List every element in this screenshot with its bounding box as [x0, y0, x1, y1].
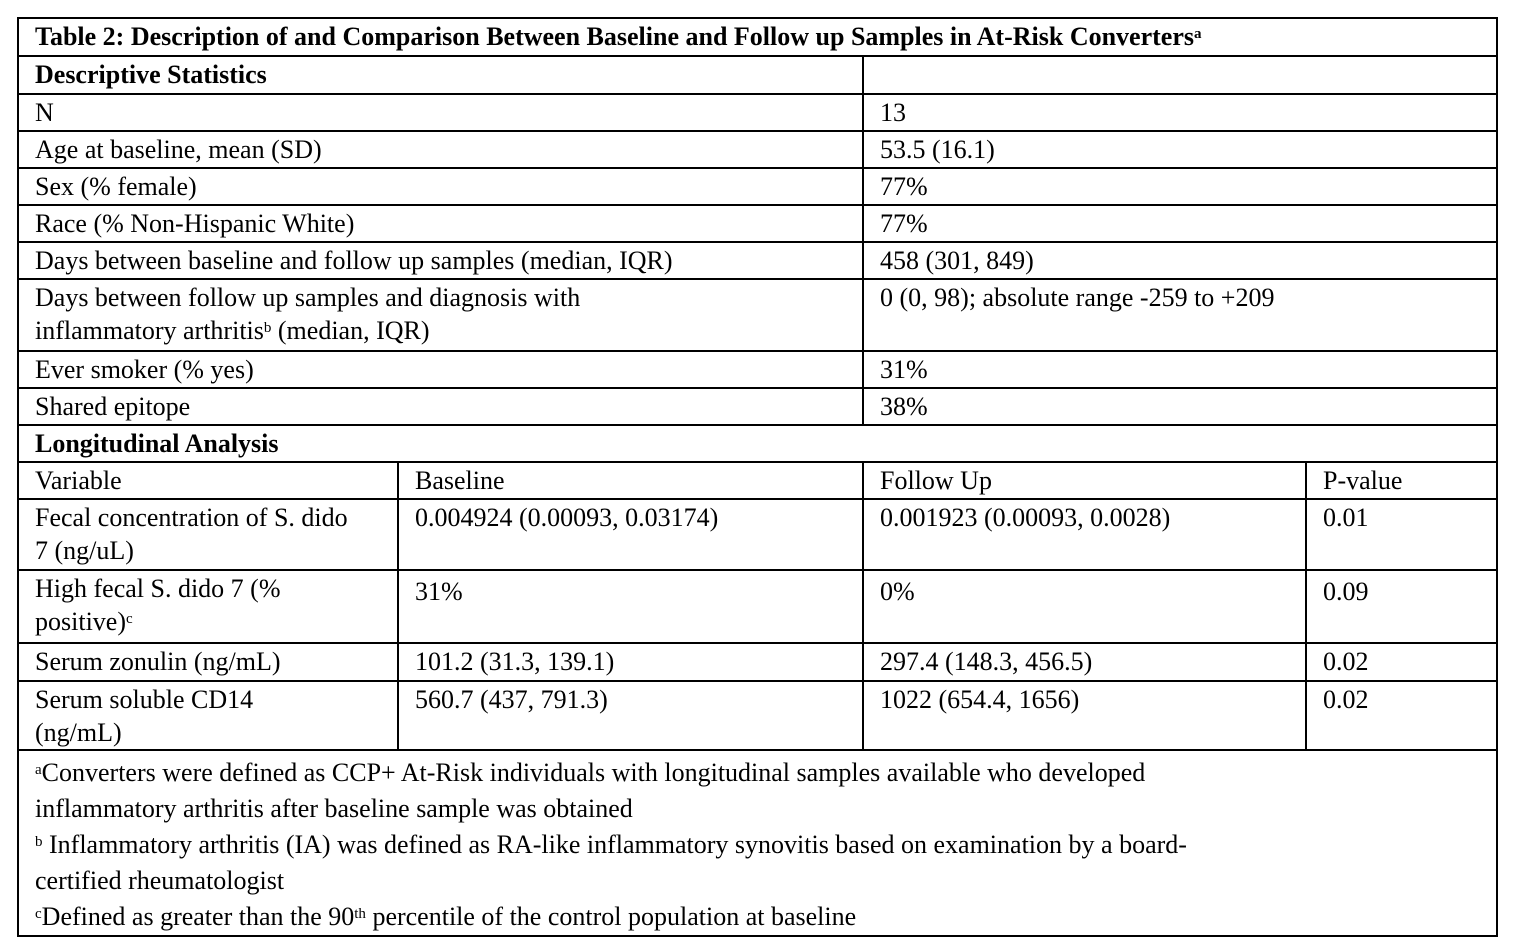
baseline-cell: 31% — [398, 570, 863, 643]
variable-cell: High fecal S. dido 7 (% positive)$^c$ — [18, 570, 398, 643]
footnote-b: $^b$ Inflammatory arthritis (IA) was defined as RA-like inflammatory synovitis based on examination by a board- — [35, 830, 1187, 859]
variable-cell: Serum soluble CD14 (ng/mL) — [18, 681, 398, 750]
footnote-c: $^c$Defined as greater than the 90th percentile of the control population at baseline — [35, 902, 857, 931]
column-header: P-value — [1306, 462, 1497, 499]
table-2 — [17, 17, 1498, 937]
section-heading-row — [18, 425, 1497, 462]
table-row — [18, 131, 1497, 168]
row-value: 38% — [863, 388, 1497, 425]
table-row — [18, 242, 1497, 279]
row-value: 0 (0, 98); absolute range -259 to +209 — [863, 279, 1497, 351]
row-label: Days between follow up samples and diagnosis with inflammatory arthritis$^b$ (median, IQR) — [18, 279, 863, 351]
table-row — [18, 94, 1497, 131]
follow-up-cell: 0% — [863, 570, 1306, 643]
row-label: Shared epitope — [18, 388, 863, 425]
table-row — [18, 205, 1497, 242]
row-value: 53.5 (16.1) — [863, 131, 1497, 168]
table-row — [18, 388, 1497, 425]
table-row — [18, 499, 1497, 570]
empty-cell — [863, 56, 1497, 94]
row-label: Race (% Non-Hispanic White) — [18, 205, 863, 242]
variable-cell: Fecal concentration of S. dido 7 (ng/uL) — [18, 499, 398, 570]
footnote-a-continued: inflammatory arthritis after baseline sample was obtained — [35, 794, 633, 823]
table-row — [18, 351, 1497, 388]
column-header-row — [18, 462, 1497, 499]
column-header: Follow Up — [863, 462, 1306, 499]
baseline-cell: 560.7 (437, 791.3) — [398, 681, 863, 750]
follow-up-cell: 0.001923 (0.00093, 0.0028) — [863, 499, 1306, 570]
table-row — [18, 168, 1497, 205]
row-value: 77% — [863, 168, 1497, 205]
row-value: 31% — [863, 351, 1497, 388]
row-label: Sex (% female) — [18, 168, 863, 205]
p-value-cell: 0.02 — [1306, 643, 1497, 681]
row-label: N — [18, 94, 863, 131]
baseline-cell: 0.004924 (0.00093, 0.03174) — [398, 499, 863, 570]
table-row — [18, 643, 1497, 681]
table-row — [18, 681, 1497, 750]
row-label: Ever smoker (% yes) — [18, 351, 863, 388]
p-value-cell: 0.09 — [1306, 570, 1497, 643]
table-row — [18, 570, 1497, 643]
footnote-a: $^a$Converters were defined as CCP+ At-Risk individuals with longitudinal samples available who developed — [35, 758, 1146, 787]
row-value: 458 (301, 849) — [863, 242, 1497, 279]
table-title: Table 2: Description of and Comparison Between Baseline and Follow up Samples in At-Risk Converters$^a$ — [18, 18, 1497, 56]
p-value-cell: 0.01 — [1306, 499, 1497, 570]
baseline-cell: 101.2 (31.3, 139.1) — [398, 643, 863, 681]
table-row — [18, 279, 1497, 351]
follow-up-cell: 1022 (654.4, 1656) — [863, 681, 1306, 750]
column-header: Variable — [18, 462, 398, 499]
row-label: Age at baseline, mean (SD) — [18, 131, 863, 168]
table-title-row — [18, 18, 1497, 56]
longitudinal-heading: Longitudinal Analysis — [18, 425, 1497, 462]
p-value-cell: 0.02 — [1306, 681, 1497, 750]
row-value: 13 — [863, 94, 1497, 131]
follow-up-cell: 297.4 (148.3, 456.5) — [863, 643, 1306, 681]
footnotes — [18, 750, 1497, 936]
footnotes-row — [18, 750, 1497, 936]
variable-cell: Serum zonulin (ng/mL) — [18, 643, 398, 681]
section-heading-row — [18, 56, 1497, 94]
row-value: 77% — [863, 205, 1497, 242]
column-header: Baseline — [398, 462, 863, 499]
descriptive-heading: Descriptive Statistics — [18, 56, 863, 94]
footnote-b-continued: certified rheumatologist — [35, 866, 285, 895]
row-label: Days between baseline and follow up samples (median, IQR) — [18, 242, 863, 279]
